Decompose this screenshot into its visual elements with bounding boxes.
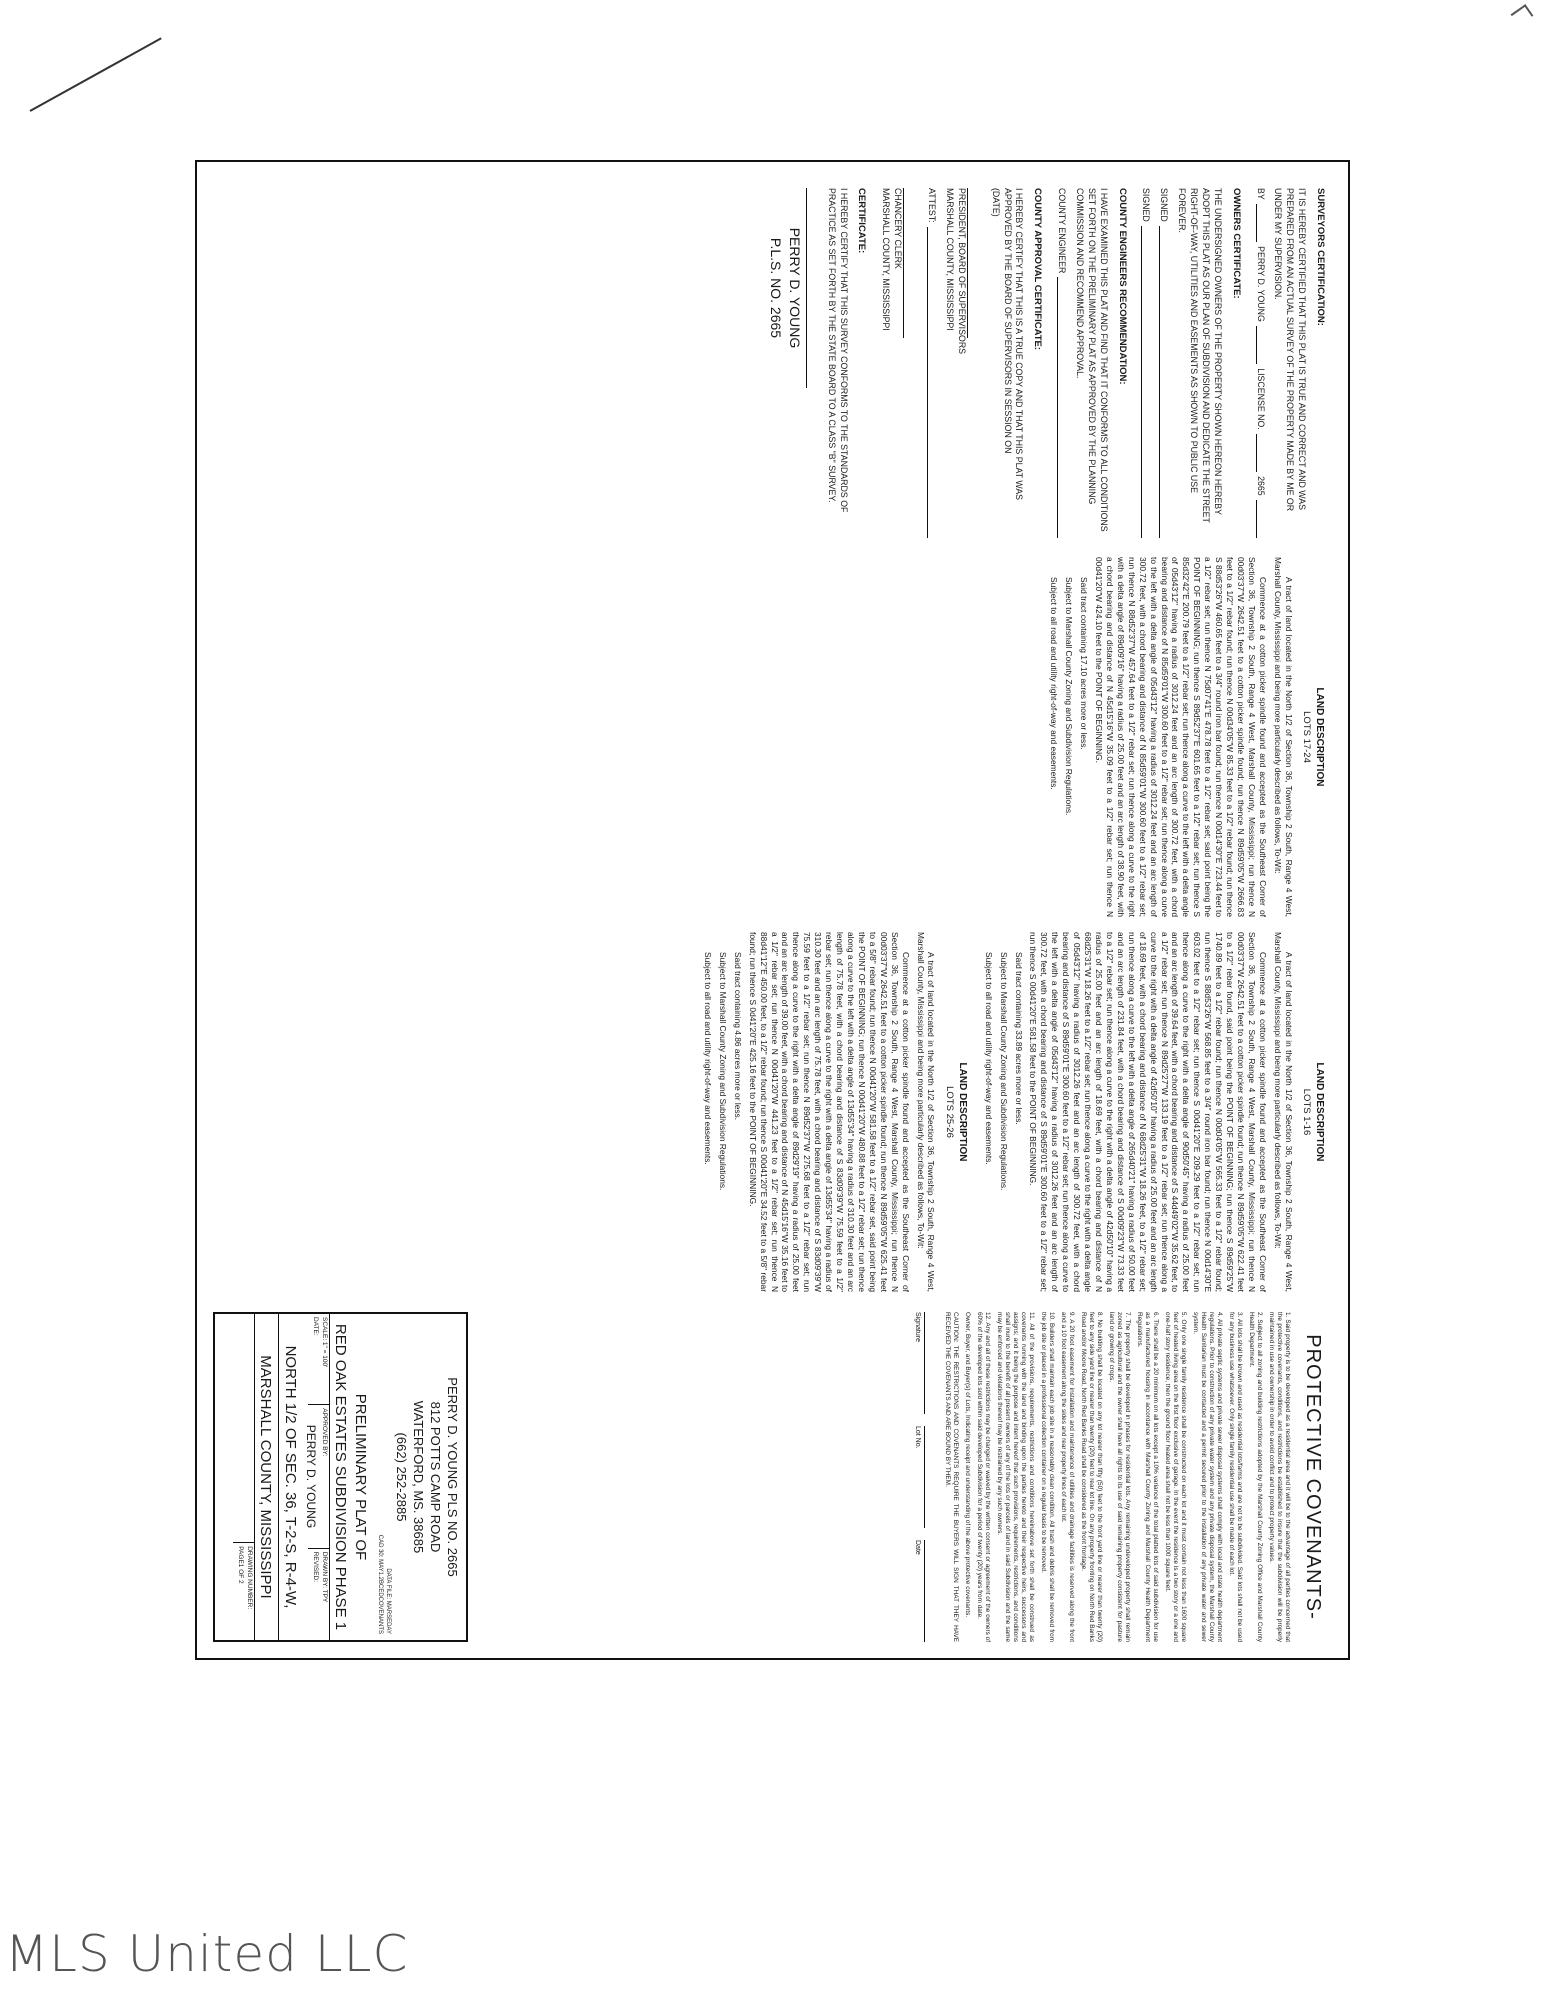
description-paragraph: Said tract containing 17.10 acres more or less. [1079,577,1090,750]
plat-location: NORTH 1/2 OF SEC. 36, T-2-S, R-4-W, [281,1345,299,1609]
section-title: COUNTY ENGINEERS RECOMMENDATION: [1116,188,1128,385]
signature-line [1159,226,1169,538]
description-paragraph: Commence at a cotton picker spindle found and accepted as the Southeast Corner of Section 36, Township 2 South, Range 4 West, Marshall County, Mississippi; run thence N 00d03'37"W 2642.51 feet to a cotton picker spindle found; run thence N 89d59'05"W 622.41 feet to a 1/2" rebar found, said point being the POINT OF BEGINNING; run thence S 89d59'25"W 1740.89 feet to a 1/2" rebar found; run thence N 00d04'05"W 565.33 feet to a 1/2" rebar found; run thence S 88d53'26"W 568.85 feet to a 3/4" round iron bar found; run thence N 00d14'30"E 603.02 feet to a 1/2" rebar set; run thence S 00d41'20"E 209.29 feet to a 1/2" rebar set; run thence along a curve to the right with a delta angle of 90d50'45" having a radius of 25.00 feet and an arc length of 39.64 feet, with a chord bearing and distance of S 44d49'02"W 35.62 feet, to a 1/2" rebar set; run thence N 89d25'27"W 133.19 feet to a 1/2" rebar set; run thence along a curve to the right with a delta angle of 42d50'10" having a radius of 25.00 feet and an arc length of 18.69 feet, with a chord bearing and distance of N 68d25'31"W 18.26 feet, to a 1/2" rebar set; run thence along a curve to the left with a delta angle of 265d40'21" having a radius of 50.00 feet and an arc length of 231.84 feet, with a chord bearing and distance of S 00d09'23"W 73.33 feet to a 1/2" rebar set; run thence along a curve to the right with a delta angle of 42d50'10" having a radius of 25.00 feet and an arc length of 18.69 feet, with a chord bearing and distance of N 68d25'31"W 18.26 feet to a 1/2" rebar set; run thence along a curve to the right with a delta angle of 05d43'12" having a radius of 3012.26 feet and an arc length of 300.72 feet, with a chord bearing and distance of S 89d59'01"E 300.60 feet to a 1/2" rebar set; run thence along a curve to the left with a delta angle of 05d43'12" having a radius of 3012.26 feet and an arc length of 300.72 feet, with a chord bearing and distance of S 89d59'01"E 300.60 feet to a 1/2" rebar set; run thence S 00d41'20"E 581.58 feet to the POINT OF BEGINNING. [1028,932,1268,1292]
covenant-item: 12. Any and all of these restrictions may be changed or waived by the written consent or agreement of the owners of 60% of the developed lots sold within said developed Subdivision for a period of twenty (20) years from date. [976,1312,991,1642]
land-description-title: LAND DESCRIPTION [1314,687,1325,787]
description-paragraph: A tract of land located in the North 1/2 of Section 36, Township 2 South, Range 4 West, Marshall County, Mississippi and being more particularly described as follows, To-Wit: [915,932,937,1292]
description-paragraph: Subject to Marshall County Zoning and Subdivision Regulations. [1064,577,1075,816]
plat-sheet [195,160,1350,1660]
certification-column [754,188,1326,538]
description-paragraph: Subject to all road and utility right-of-way and easements. [1049,577,1060,790]
covenant-item: 2. Subject to all zoning and building restrictions adopted by the Marshall County Zoning Office and Marshall County Health Department. [1248,1312,1263,1642]
description-paragraph: Subject to Marshall County Zoning and Subdivision Regulations. [717,952,728,1191]
drawn-by: DRAWN BY: TPY [320,1551,328,1603]
data-file: DATA FILE: MARSEDAY [385,1568,392,1634]
pen-stroke-mark [30,37,162,111]
description-paragraph: Subject to all road and utility right-of-way and easements. [983,952,994,1165]
covenant-item: 11. All of the provisions, requirements, restrictions and conditions hereinabove set forth shall be construed as covenants running with the land and binding upon the parties hereto and their respective heirs, successors and assigns; and it being the purpose and intent hereof that such provisions, requirements, restrictions, and conditions shall inure to the benefit of all present owners of any of the lots or parcels of land in said Subdivision and the same may be enforced and violations thereof may be restrained by any such owners. [996,1312,1035,1642]
surveyor-certification [1254,188,1326,538]
title-block [213,1312,468,1642]
clerk-signature-line [903,188,917,338]
description-paragraph: Said tract containing 4.86 acres more or less. [732,952,743,1121]
plat-county: MARSHALL COUNTY, MISSISSIPPI [255,1314,279,1640]
land-description-subtitle: LOTS 1-16 [1301,1088,1313,1136]
surveyor-signature-block [766,188,807,388]
approved-by-label: APPROVED BY: [320,1408,328,1457]
plat-sheet-wrapper [195,160,1350,1660]
covenant-item: 5. Only one single family residence shall be constructed on each lot and it must contain not less than 1600 square feet of heated living area on the first floor exclusive of garage. In the event the residence is a two story or a one and one-half story residence, then the ground floor heated area shall not be less than 1000 square feet. [1164,1312,1187,1642]
president-label: PRESIDENT, BOARD OF SUPERVISORS [956,188,967,355]
by-label: BY [1255,188,1266,200]
covenant-item: 9. A 20 foot easement for installation and maintenance of utilities and drainage facilities is reserved along the front and a 10 foot easement along the sides and rear property lines of each lot. [1060,1312,1075,1642]
land-description-subtitle: LOTS 25-26 [944,1086,956,1138]
president-signature-line [967,188,981,338]
signature-line [1057,277,1067,538]
attest-line [925,188,937,538]
covenant-item: 4. All private septic systems and private sewer disposal systems shall comply with local and state health department regulations. Prior to construction of any private water system and any private disposal system, the Marshall County Health Sanitarian must be contacted and a permit secured prior to the installation of any private water and sewer system. [1192,1312,1223,1642]
description-paragraph: Subject to Marshall County Zoning and Subdivision Regulations. [998,952,1009,1191]
watermark: MLS United LLC [5,1925,409,1983]
cad-file: CAD 30: MAY1.2BCEDCOVENANTS [377,1534,384,1634]
signature-line [1142,226,1152,538]
signed-label: SIGNED [1141,188,1152,222]
covenant-item: 7. The property shall be developed in phases for residential lots. Any remaining undeveloped property shall remain zoned as agricultural and the owner shall have all rights to its use of said remaining property consistent for pasture land or growing of crops. [1108,1312,1131,1642]
protective-covenants [913,1312,1326,1642]
surveyor-pls: P.L.S. NO. 2665 [768,237,785,339]
license-number: 2665 [1255,476,1266,496]
signed-label: SIGNED [1159,188,1170,222]
owners-certificate [1140,188,1242,538]
firm-address-1: 812 POTTS CAMP ROAD [428,1401,444,1553]
covenant-item: Owner, Buyer, and Buyer(s) of Lots, Indicating receipt and understanding of the above protective covenants. [964,1312,971,1618]
land-description-subtitle: LOTS 17-24 [1301,711,1313,763]
description-paragraph: Commence at a cotton picker spindle found and accepted as the Southeast Corner of Section 36, Township 2 South, Range 4 West, Marshall County, Mississippi; run thence N 00d03'37"W 2642.51 feet to a cotton picker spindle found; run thence N 89d59'05"W 2666.83 feet to a 1/2" rebar found; run thence N 00d34'05"W 85.33 feet to a 1/2" rebar found; run thence S 88d53'26"W 460.65 feet to a 3/4" round iron bar found; run thence N 00d14'30"E 723.44 feet to a 1/2" rebar set; run thence N 75d07'41"E 478.78 feet to a 1/2" rebar set; said point being the POINT OF BEGINNING; run thence S 89d52'37"E 601.65 feet to a 1/2" rebar set; run thence S 85d32'42"E 200.79 feet to a 1/2" rebar set; run thence along a curve to the left with a delta angle of 05d43'12" having a radius of 3012.24 feet and an arc length of 300.72 feet, with a chord bearing and distance of N 85d59'01"W 300.60 feet to a 1/2" rebar set; run thence along a curve to the left with a delta angle of 05d43'12" having a radius of 3012.24 feet and an arc length of 300.72 feet, with a chord bearing and distance of N 85d59'01"W 300.60 feet to a 1/2" rebar set; run thence N 88d52'37"W 457.64 feet to a 1/2" rebar set; run thence along a curve to the right with a delta angle of 89d09'16" having a radius of 25.00 feet and an arc length of 38.90 feet, with a chord bearing and distance of N 45d15'16"W 35.09 feet to a 1/2" rebar set; run thence N 00d41'20"W 424.10 feet to the POINT OF BEGINNING. [1094,557,1268,917]
land-description-lots-17-24 [1044,557,1326,917]
signed-line [1140,188,1152,538]
description-paragraph: Subject to all road and utility right-of-way and easements. [702,952,713,1165]
plat-title-line-1: PRELIMINARY PLAT OF [352,1393,370,1561]
plat-title-line-2: RED OAK ESTATES SUBDIVISION PHASE 1 [332,1323,349,1631]
survey-conformance-certificate [766,188,867,538]
signer-name: PERRY D. YOUNG [1255,246,1266,322]
signature-label: Signature [913,1312,925,1414]
description-paragraph: Commence at a cotton picker spindle found and accepted as the Southeast Corner of Section 36, Township 2 South, Range 4 West, Marshall County, Mississippi; run thence N 00d03'37"W 2642.51 feet to a cotton picker spindle found; run thence N 89d59'05"W 625.41 feet to a 5/8" rebar found; run thence N 00d41'20"W 581.58 feet to a 1/2" rebar set, said point being the POINT OF BEGINNING; run thence N 00d41'20"W 480.88 feet to a 1/2" rebar set; run thence along a curve to the left with a delta angle of 13d55'34" having a radius of 310.30 feet and an arc length of 75.78 feet, with a chord bearing and distance of S 83d09'39"W 75.59 feet to a 1/2" rebar set; run thence along a curve to the right with a delta angle of 13d55'34" having a radius of 310.30 feet and an arc length of 75.78 feet, with a chord bearing and distance of S 83d09'39"W 75.59 feet to a 1/2" rebar set; run thence N 89d52'37"W 275.68 feet to a 1/2" rebar set; run thence along a curve to the right with a delta angle of 89d29'19" having a radius of 25.00 feet and an arc length of 39.00 feet, with a chord bearing and distance of N 45d15'16"W 35.16 feet to a 1/2" rebar set; run thence N 00d41'20"W 441.23 feet to a 1/2" rebar set; run thence N 88d41'12"E 450.00 feet, to a 1/2" rebar found; run thence S 00d41'20"E 34.52 feet to a 5/8" rebar found; run thence S 0d41'20"E 425.16 feet to the POINT OF BEGINNING. [747,932,911,1292]
date-label: (DATE) [990,188,1001,217]
section-title: OWNERS CERTIFICATE: [1230,188,1242,299]
county-label: MARSHALL COUNTY, MISSISSIPPI [881,188,892,331]
firm-name: PERRY D. YOUNG PLS NO. 2665 [445,1377,460,1577]
drawing-number-label: DRAWING NUMBER: [246,1546,254,1610]
date-label: DATE: [311,1317,319,1336]
covenant-item: 1. Said property is to be developed as a residential area and it will be to the advantage of all parties concerned that the protective covenants, conditions, and restrictions be established to insure that the subdivision will be properly maintained in use and ownership in order to avoid conflict and to protect property values. [1268,1312,1291,1642]
spacer [969,932,979,1292]
revised: REVISED: [311,1551,319,1583]
section-text: I HAVE EXAMINED THIS PLAT AND FIND THAT IT CONFORMS TO ALL CONDITIONS SET FORTH ON THE PRELIMINARY PLAT AS APPROVED BY THE PLANNING COMMISSION AND RECOMMEND APPROVAL. [1075,188,1109,532]
approved-by-cell [303,1405,329,1548]
county-approval-certificate [880,188,1044,538]
covenant-item: 3. All lots shall be known and used as residential lots/farms and are not to be subdivided. Said lots shall not be used for any business use whatsoever. Only single family residential use shall be made of each lot. [1228,1312,1243,1642]
scale: SCALE: 1" = 100' [320,1317,328,1368]
covenant-item: 6. There shall be a 20 minimum on all lots except a 10% variance of the total platted lots of said subdivision for use as a manufactured housing in accordance with Marshall County Zoning and Marshall County Health Department Regulations. [1136,1312,1159,1642]
covenant-item: 8. No building shall be located on any lot nearer than fifty (50) feet to the front yard line or nearer than twenty (20) feet to any side yard line or nearer than twenty (20) feet to rear lot line. On any property fronting on North Red Banks Road and/or Moore Road, North Red Banks Road shall be considered as the front frontage. [1080,1312,1103,1642]
approved-by: PERRY D. YOUNG [303,1424,318,1529]
surveyor-signature-line [1254,188,1266,538]
signature-line [927,227,937,538]
covenants-title: PROTECTIVE COVENANTS- [1302,1334,1324,1620]
scale-cell [308,1314,329,1405]
firm-info [392,1314,460,1640]
drawing-number-row [233,1314,255,1640]
county-engineer-label: COUNTY ENGINEER [1057,188,1068,274]
description-paragraph: A tract of land located in the North 1/2 of Section 36, Township 2 South, Range 4 West, Marshall County, Mississippi and being more particularly described as follows, To-Wit: [1272,557,1294,917]
signature-line [1256,326,1266,364]
section-title: SURVEYORS CERTIFICATION: [1315,188,1326,326]
date-label: Date [913,1540,925,1642]
covenant-signature-row [913,1312,925,1642]
signature-line [1256,204,1266,242]
section-text: I HEREBY CERTIFY THAT THIS IS A TRUE COPY AND THAT THIS PLAT WAS APPROVED BY THE BOARD OF SUPERVISORS IN SESSION ON [1002,188,1025,501]
county-label: MARSHALL COUNTY, MISSISSIPPI [945,188,955,331]
section-title: COUNTY APPROVAL CERTIFICATE: [1032,188,1044,351]
surveyor-name: PERRY D. YOUNG [785,188,807,388]
lot-label: Lot No. [913,1426,925,1528]
clerk-label: CHANCERY CLERK [893,188,904,269]
section-title: CERTIFICATE: [856,188,868,254]
county-engineers-recommendation [1055,188,1127,538]
section-text: THE UNDERSIGNED OWNERS OF THE PROPERTY SHOWN HEREON HEREBY ADOPT THIS PLAT AS OUR PLAN OF SUBDIVISION AND DEDICATE THE STREET RIGHT-OF-WAY, UTILITIES AND EASEMENTS AS SHOWN TO PUBLIC USE FOREVER. [1177,188,1223,523]
drawn-by-cell [308,1549,329,1640]
title-block-info-row [303,1314,330,1640]
county-engineer-line [1055,188,1067,538]
signature-line [1256,500,1266,538]
land-description-lots-1-16-and-25-26 [698,932,1326,1292]
signature-line [1256,434,1266,472]
land-description-title: LAND DESCRIPTION [1314,1062,1325,1162]
license-label: LISCENSE NO. [1255,368,1266,430]
firm-address-2: WATERFORD, MS. 38685 [411,1400,427,1554]
description-paragraph: A tract of land located in the North 1/2 of Section 36, Township 2 South, Range 4 West, Marshall County, Mississippi and being more particularly described as follows, To-Wit: [1272,932,1294,1292]
covenant-item: 10. Builders shall maintain each job site in a reasonably clean condition. All trash and debris shall be removed from the job site or placed in a professional collection container on a regular basis to be removed. [1040,1312,1055,1642]
attest-label: ATTEST: [927,188,938,223]
section-text: I HEREBY CERTIFY THAT THIS SURVEY CONFORMS TO THE STANDARDS OF PRACTICE AS SET FORTH BY THE STATE BOARD TO A CLASS "B" SURVEY. [826,188,849,513]
signed-line [1158,188,1170,538]
description-paragraph: Said tract containing 33.89 acres more or less. [1013,952,1024,1125]
section-text: IT IS HEREBY CERTIFIED THAT THIS PLAT IS TRUE AND CORRECT AND WAS PREPARED FROM AN ACTUAL SURVEY OF THE PROPERTY MADE BY ME OR UNDER MY SUPERVISION. [1273,188,1308,512]
firm-phone: (662) 252-2885 [394,1432,410,1522]
land-description-title: LAND DESCRIPTION [956,1062,968,1162]
page-number: PAGE1 OF 2 [237,1546,245,1584]
drawing-number-cell [233,1542,254,1640]
covenant-item: CAUTION: THE RESTRICTIONS AND COVENANTS REQUIRE THE BUYERS WILL SIGN THAT THEY HAVE RECEIVED THE COVENANTS AND ARE BOUND BY THEM. [944,1312,959,1642]
corner-mark [1511,4,1534,26]
